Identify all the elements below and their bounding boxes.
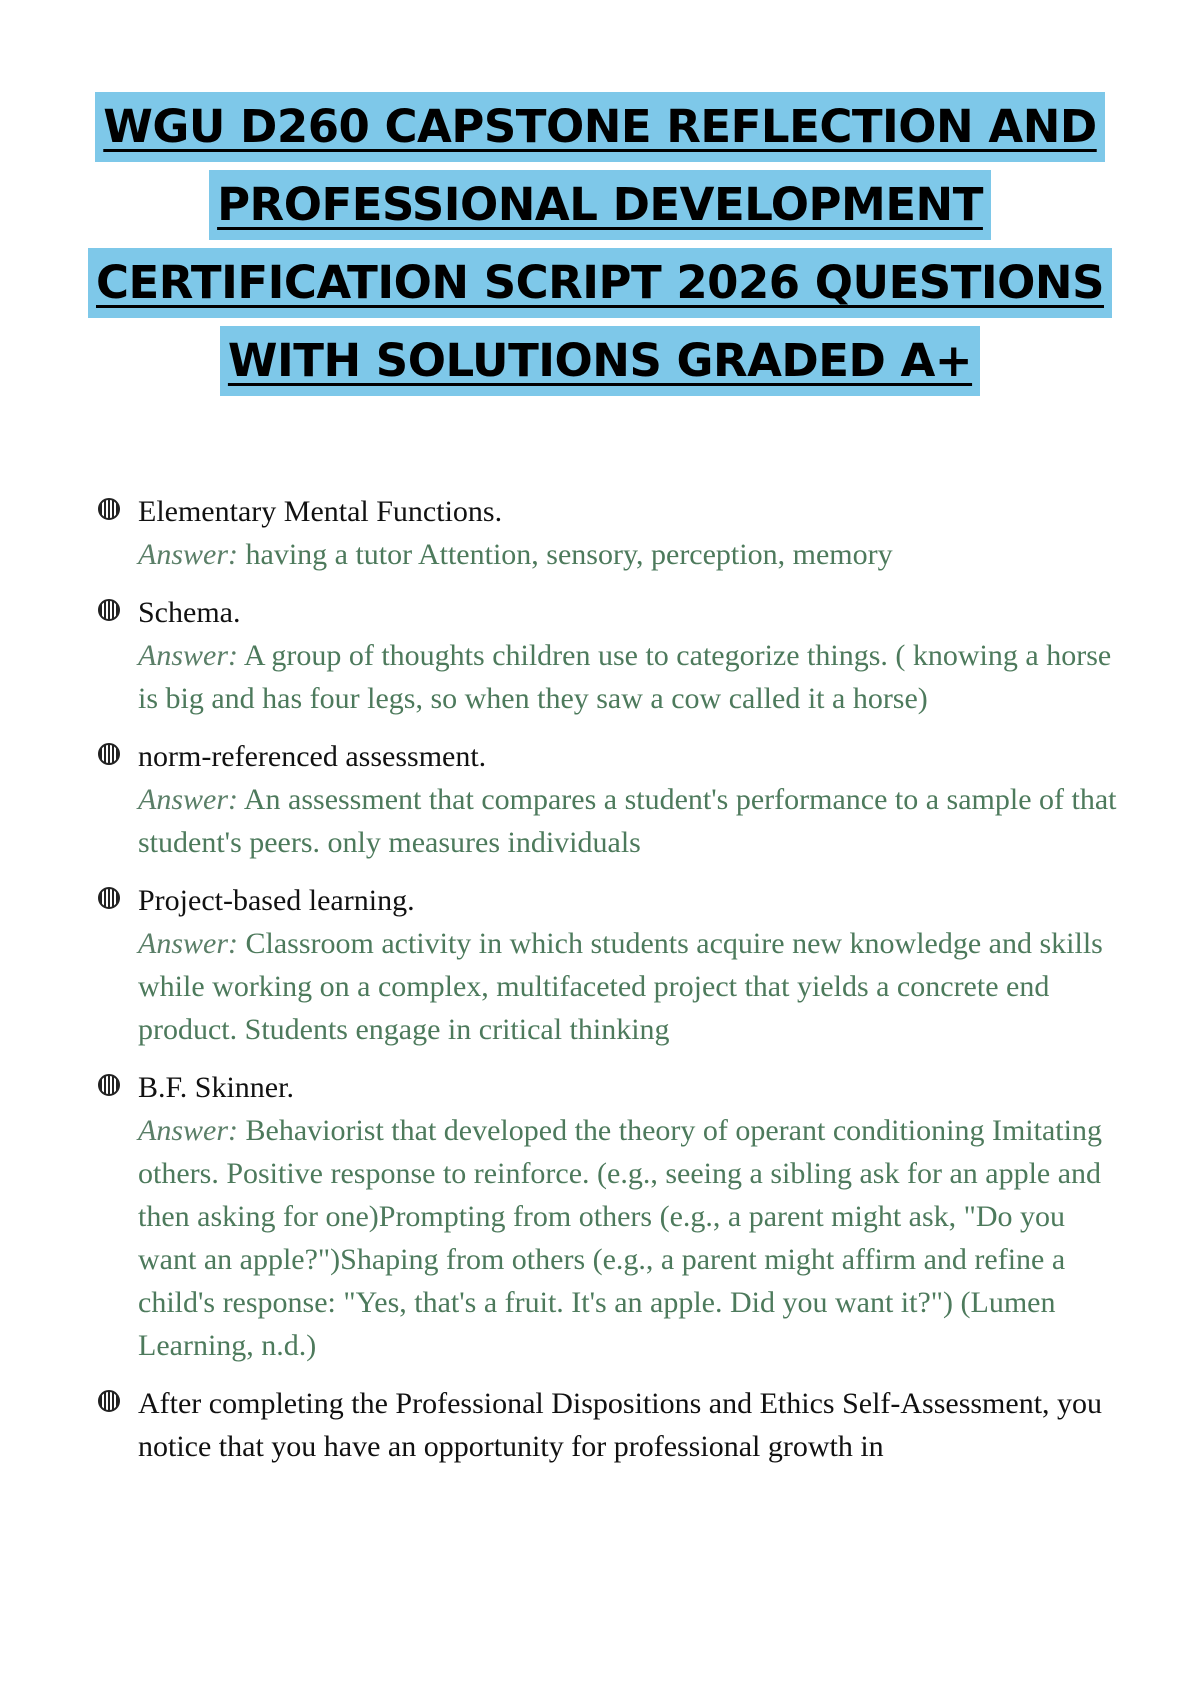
answer-body: An assessment that compares a student's performance to a sample of that student's peers. only measures individuals bbox=[138, 783, 1117, 859]
striped-circle-bullet-icon bbox=[98, 498, 120, 520]
question-text: After completing the Professional Dispositions and Ethics Self-Assessment, you notice that you have an opportunity for professional growth in bbox=[138, 1387, 1103, 1463]
title-line-1: WGU D260 CAPSTONE REFLECTION AND bbox=[95, 92, 1104, 162]
answer-text bbox=[138, 634, 1118, 720]
striped-circle-bullet-icon bbox=[98, 887, 120, 909]
answer-body: Behaviorist that developed the theory of operant conditioning Imitating others. Positive response to reinforce. (e.g., seeing a sibling ask for an apple and then asking for one)Prompting from others (e.g., a parent might ask, "Do you want an apple?")Shaping from others (e.g., a parent might affirm and refine a child's response: "Yes, that's a fruit. It's an apple. Did you want it?") (Lumen Learning, n.d.) bbox=[138, 1114, 1102, 1362]
qa-item bbox=[98, 591, 1118, 720]
qa-item bbox=[98, 1382, 1118, 1468]
answer-body: A group of thoughts children use to categorize things. ( knowing a horse is big and has four legs, so when they saw a cow called it a horse) bbox=[138, 639, 1112, 715]
question-text: B.F. Skinner. bbox=[138, 1071, 294, 1104]
answer-body: Classroom activity in which students acquire new knowledge and skills while working on a complex, multifaceted project that yields a concrete end product. Students engage in critical thinking bbox=[138, 927, 1103, 1046]
title-line-2: PROFESSIONAL DEVELOPMENT bbox=[209, 170, 991, 240]
answer-label: Answer: bbox=[138, 927, 238, 960]
answer-label: Answer: bbox=[138, 783, 238, 816]
striped-circle-bullet-icon bbox=[98, 599, 120, 621]
answer-text bbox=[138, 778, 1118, 864]
answer-text bbox=[138, 1109, 1118, 1367]
qa-item bbox=[98, 1066, 1118, 1367]
answer-text bbox=[138, 533, 1118, 576]
striped-circle-bullet-icon bbox=[98, 1074, 120, 1096]
answer-label: Answer: bbox=[138, 538, 238, 571]
qa-list bbox=[98, 490, 1118, 1483]
question-text: norm-referenced assessment. bbox=[138, 740, 487, 773]
question-text: Elementary Mental Functions. bbox=[138, 495, 503, 528]
striped-circle-bullet-icon bbox=[98, 1390, 120, 1412]
answer-text bbox=[138, 922, 1118, 1051]
answer-label: Answer: bbox=[138, 639, 238, 672]
qa-item bbox=[98, 735, 1118, 864]
question-text: Schema. bbox=[138, 596, 241, 629]
striped-circle-bullet-icon bbox=[98, 743, 120, 765]
answer-label: Answer: bbox=[138, 1114, 238, 1147]
qa-item bbox=[98, 490, 1118, 576]
title-line-4: WITH SOLUTIONS GRADED A+ bbox=[220, 326, 980, 396]
qa-item bbox=[98, 879, 1118, 1051]
document-title bbox=[60, 92, 1140, 404]
answer-body: having a tutor Attention, sensory, perception, memory bbox=[245, 538, 893, 571]
title-line-3: CERTIFICATION SCRIPT 2026 QUESTIONS bbox=[88, 248, 1112, 318]
question-text: Project-based learning. bbox=[138, 884, 415, 917]
